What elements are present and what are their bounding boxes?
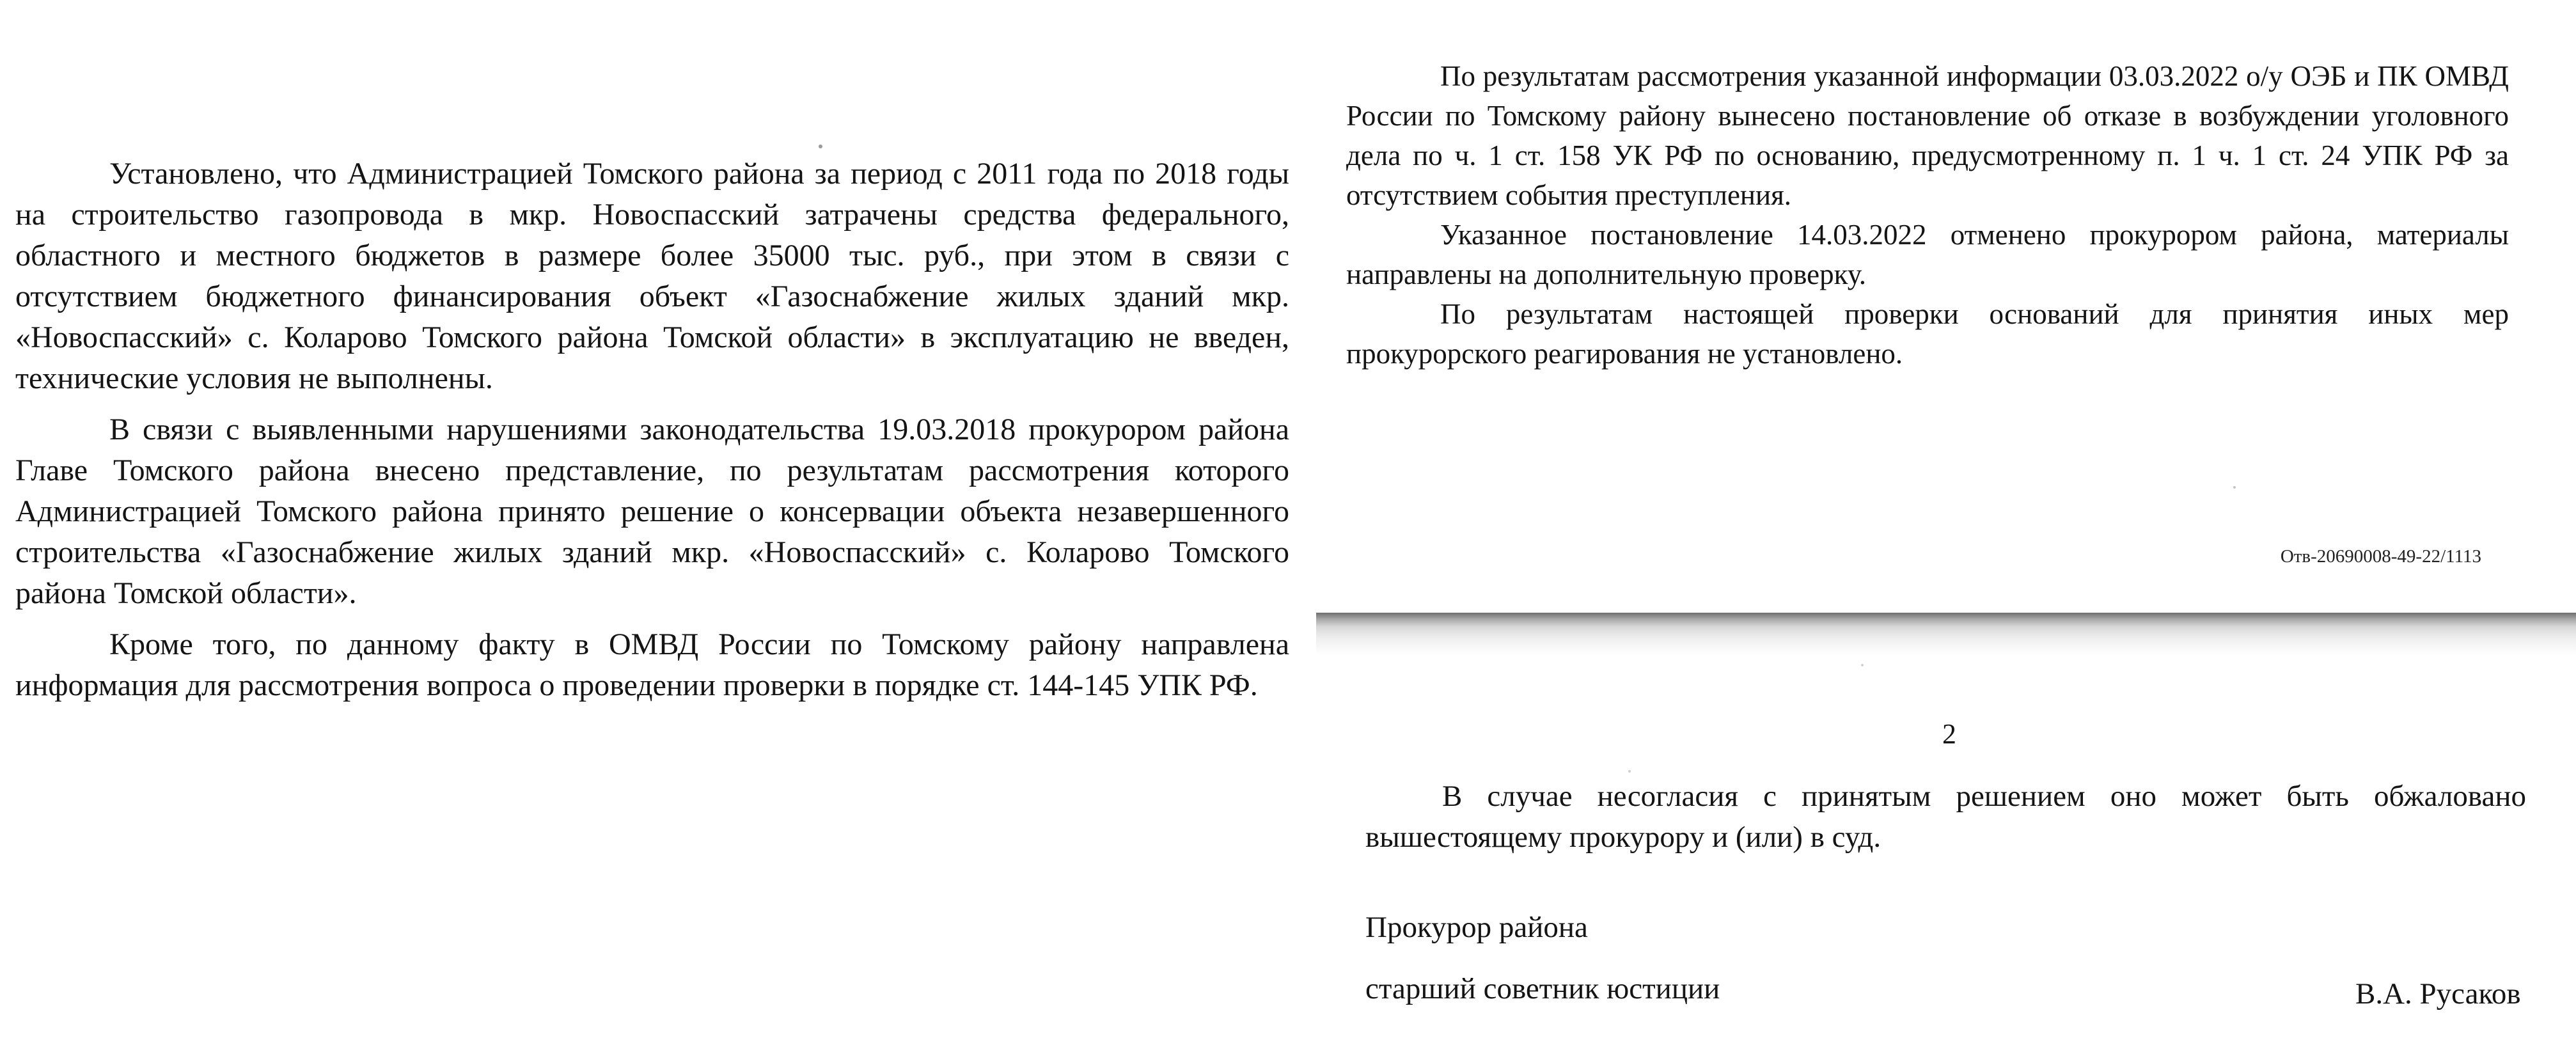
page-break-shadow: [1316, 613, 2576, 655]
scan-speck: [819, 145, 822, 148]
right-page-top-text: [1346, 56, 2509, 374]
page-number: 2: [1942, 718, 1956, 750]
right-page-bottom-text: [1365, 776, 2526, 858]
left-page-text: [15, 153, 1289, 706]
scan-speck: [2233, 486, 2236, 489]
paragraph-appeal: В случае несогласия с принятым решением оно может быть обжаловано вышестоящему прокурору и (или) в суд.: [1365, 780, 2526, 854]
paragraph-established: Установлено, что Администрацией Томского района за период с 2011 года по 2018 годы на строительство газопровода в мкр. Новоспасский затрачены средства федерального, областного и местного бюджетов в размере более 35000 тыс. руб., при этом в связи с отсутствием бюджетного финансирования объект «Газоснабжение жилых зданий мкр. «Новоспасский» с. Коларово Томского района Томской области» в эксплуатацию не введен, технические условия не выполнены.: [15, 157, 1289, 395]
signer-position-line-1: Прокурор района: [1365, 911, 1588, 944]
paragraph-omvd-referral: Кроме того, по данному факту в ОМВД России по Томскому району направлена информация для рассмотрения вопроса о проведении проверки в порядке ст. 144-145 УПК РФ.: [15, 627, 1289, 702]
paragraph-refusal-decision: По результатам рассмотрения указанной информации 03.03.2022 о/у ОЭБ и ПК ОМВД России по Томскому району вынесено постановление об отказе в возбуждении уголовного дела по ч. 1 ст. 158 УК РФ по основанию, предусмотренному п. 1 ч. 1 ст. 24 УПК РФ за отсутствием события преступления.: [1346, 60, 2509, 211]
paragraph-no-further-measures: По результатам настоящей проверки оснований для принятия иных мер прокурорского реагирования не установлено.: [1346, 298, 2509, 370]
signer-position-line-2: старший советник юстиции: [1365, 972, 1720, 1005]
scan-speck: [1861, 664, 1864, 666]
signer-name: В.А. Русаков: [2355, 977, 2521, 1010]
paragraph-violations: В связи с выявленными нарушениями законодательства 19.03.2018 прокурором района Главе Томского района внесено представление, по результатам рассмотрения которого Администрацией Томского района принято решение о консервации объекта незавершенного строительства «Газоснабжение жилых зданий мкр. «Новоспасский» с. Коларово Томского района Томской области».: [15, 413, 1289, 610]
scan-speck: [1628, 770, 1631, 773]
document-code: Отв-20690008-49-22/1113: [2280, 546, 2481, 567]
paragraph-decision-cancelled: Указанное постановление 14.03.2022 отменено прокурором района, материалы направлены на дополнительную проверку.: [1346, 219, 2509, 290]
